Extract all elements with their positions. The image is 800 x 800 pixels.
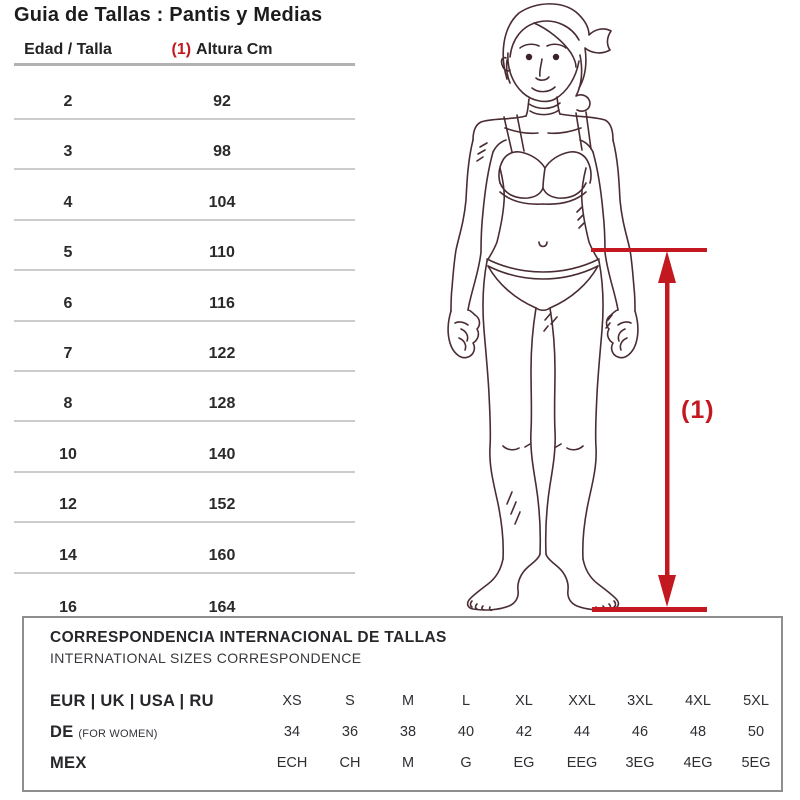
navel <box>539 242 547 247</box>
age-cell: 4 <box>63 193 73 211</box>
shin-hatching <box>507 492 520 524</box>
height-header-text: Altura Cm <box>196 40 273 58</box>
right-brow <box>547 44 566 48</box>
left-fingers <box>455 322 468 350</box>
size-cell: 46 <box>631 724 649 740</box>
height-cell: 128 <box>208 395 236 413</box>
hair-outline <box>503 4 611 88</box>
left-leg-inner <box>531 308 540 554</box>
size-cell: G <box>460 755 472 771</box>
woman-line-art <box>448 4 638 610</box>
intl-title: CORRESPONDENCIA INTERNACIONAL DE TALLAS <box>50 629 447 646</box>
height-measurement <box>591 248 707 612</box>
left-arm-inner <box>468 152 493 310</box>
size-cell: 4XL <box>685 693 711 709</box>
size-cell: XL <box>515 693 533 709</box>
size-cell: 4EG <box>683 755 713 771</box>
right-leg-inner <box>546 308 555 554</box>
age-cell: 8 <box>63 395 73 413</box>
international-sizes-box <box>22 616 783 792</box>
measure-bottom-line <box>592 607 707 612</box>
size-cell: XXL <box>568 693 596 709</box>
size-cell: L <box>461 693 471 709</box>
intl-row-de <box>50 720 774 744</box>
right-fingers <box>618 322 631 350</box>
age-cell: 10 <box>59 445 77 463</box>
measure-arrowhead-down <box>658 575 676 607</box>
row-label: EUR | UK | USA | RU <box>50 691 214 710</box>
shoulder-hatching <box>477 143 487 161</box>
panties-bottom <box>536 308 550 310</box>
armpits <box>493 140 593 152</box>
bra-center-seam <box>543 168 545 188</box>
height-cell: 116 <box>209 294 235 312</box>
intl-row-mex <box>50 751 774 775</box>
left-brow <box>520 44 539 48</box>
age-cell: 12 <box>59 496 77 514</box>
row-note: (FOR WOMEN) <box>78 727 158 740</box>
age-cell: 16 <box>59 598 77 616</box>
right-eye <box>553 54 559 60</box>
size-cell: 50 <box>747 724 765 740</box>
size-cell: 3EG <box>625 755 655 771</box>
right-arm-outer <box>613 140 635 311</box>
panties-waistband <box>487 259 599 279</box>
height-cell: 140 <box>208 445 236 463</box>
size-cell: 34 <box>283 724 301 740</box>
measure-arrowhead-up <box>658 251 676 283</box>
size-cell: 3XL <box>627 693 653 709</box>
right-leg-outer <box>583 261 603 559</box>
panties-left-edge <box>488 266 536 308</box>
left-foot <box>468 554 540 610</box>
size-cell: 40 <box>457 724 475 740</box>
mouth <box>532 87 555 92</box>
intl-subtitle: INTERNATIONAL SIZES CORRESPONDENCE <box>50 650 362 666</box>
size-cell: EEG <box>566 755 598 771</box>
size-cell: CH <box>339 755 361 771</box>
measure-top-line <box>591 248 707 252</box>
height-cell: 160 <box>208 546 236 564</box>
height-cell: 152 <box>208 496 236 514</box>
nose <box>536 59 549 80</box>
knee-lines <box>503 444 583 450</box>
column-header-age-size: Edad / Talla <box>24 40 112 58</box>
size-cell: EG <box>513 755 535 771</box>
panties-right-edge <box>550 266 598 308</box>
height-cell: 122 <box>208 344 236 362</box>
age-cell: 2 <box>63 93 73 110</box>
size-cell: 48 <box>689 724 707 740</box>
left-arm-outer <box>451 140 473 311</box>
height-cell: 104 <box>208 193 236 211</box>
size-cell: 42 <box>515 724 533 740</box>
age-cell: 5 <box>63 244 73 262</box>
measure-marker: (1) <box>171 40 192 58</box>
size-cell: S <box>345 693 355 709</box>
row-label: MEX <box>50 753 87 772</box>
right-arm-inner <box>593 152 618 310</box>
height-cell: 110 <box>209 244 235 262</box>
measurement-1-label: (1) <box>681 396 715 424</box>
age-cell: 7 <box>63 344 73 362</box>
size-cell: 44 <box>573 724 591 740</box>
left-torso-side <box>487 168 504 261</box>
left-leg-outer <box>483 261 503 559</box>
height-cell: 98 <box>213 143 231 161</box>
left-hand <box>448 310 479 358</box>
size-cell: ECH <box>276 755 308 771</box>
face-jaw <box>508 53 579 101</box>
size-cell: 5XL <box>743 693 769 709</box>
right-foot <box>546 554 618 610</box>
size-cell: M <box>401 755 415 771</box>
row-label: DE (FOR WOMEN) <box>50 722 158 741</box>
height-cell: 164 <box>208 598 236 616</box>
intl-row-eur-uk-usa-ru <box>50 689 774 713</box>
size-cell: XS <box>282 693 302 709</box>
age-cell: 6 <box>63 294 73 312</box>
neck-shading <box>529 103 560 115</box>
age-cell: 3 <box>63 143 73 161</box>
collarbones <box>505 128 581 133</box>
page-title: Guia de Tallas : Pantis y Medias <box>14 4 323 26</box>
bra-band <box>500 192 586 204</box>
height-cell: 92 <box>213 93 231 110</box>
age-cell: 14 <box>59 546 77 564</box>
measure-vertical-line <box>665 278 670 580</box>
size-cell: 5EG <box>741 755 771 771</box>
left-eye <box>526 54 532 60</box>
size-cell: M <box>401 693 415 709</box>
size-cell: 36 <box>341 724 359 740</box>
hairline <box>510 21 579 57</box>
bra-cups-top <box>502 152 588 168</box>
size-cell: 38 <box>399 724 417 740</box>
